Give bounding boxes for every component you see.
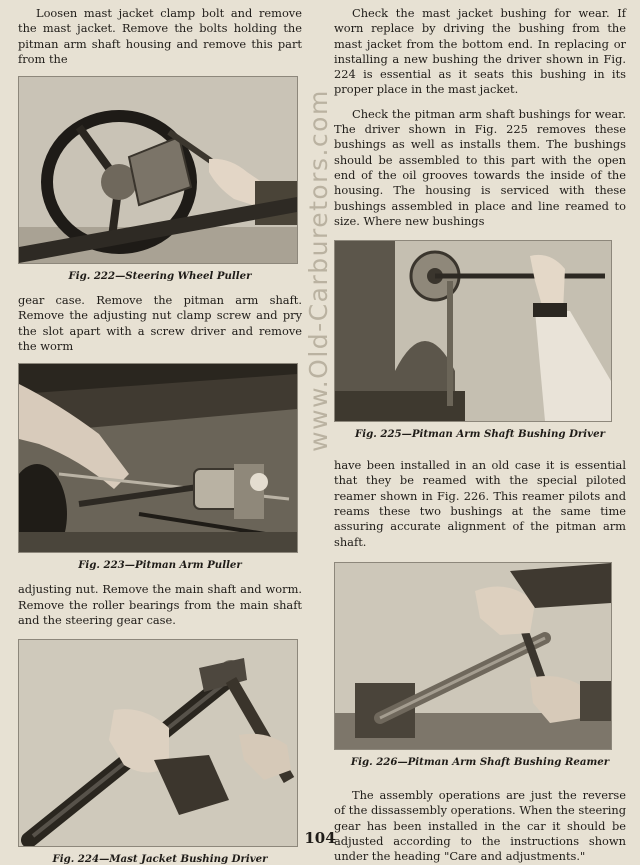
right-paragraph-2: Check the pitman arm shaft bushings for wear. The driver shown in Fig. 225 removes these bushings as well as installs them. The bushings should be assembled to this part with the open end of the oil grooves towards the inside of the housing. The housing is serviced with these bushings assembled in place and line reamed to size. Where new bushings (334, 106, 626, 228)
fig-226-caption: Fig. 226—Pitman Arm Shaft Bushing Reamer (350, 755, 610, 768)
watermark (298, 20, 338, 520)
fig-224-caption: Fig. 224—Mast Jacket Bushing Driver (52, 853, 268, 865)
page-number: 104 (304, 829, 336, 847)
left-column (18, 6, 302, 865)
right-column (334, 6, 626, 864)
right-paragraph-1: Check the mast jacket bushing for wear. If worn replace by driving the bushing from the mast jacket from the bottom end. In replacing or installing a new bushing the driver shown in Fig. 224 is essential as it seats this bushing in its proper place in the mast jacket. (334, 6, 626, 97)
right-paragraph-3: have been installed in an old case it is essential that they be reamed with the special piloted reamer shown in Fig. 226. This reamer pilots and reams these two bushings at the same time assuring accurate alignment of the pitman arm shaft. (334, 458, 626, 549)
fig-222-caption: Fig. 222—Steering Wheel Puller (68, 270, 252, 283)
fig-224-photo (18, 639, 298, 847)
fig-225-caption: Fig. 225—Pitman Arm Shaft Bushing Driver (355, 428, 605, 441)
fig-226-photo (334, 562, 612, 750)
fig-223-photo (18, 363, 298, 553)
left-paragraph-1: Loosen mast jacket clamp bolt and remove the mast jacket. Remove the bolts holding the pitman arm shaft housing and remove this part from the (18, 6, 302, 66)
right-paragraph-4: The assembly operations are just the reverse of the dissassembly operations. When the steering gear has been installed in the car it should be adjusted according to the instructions shown under the heading "Care and adjustments." (334, 787, 626, 864)
watermark-text: www.Old-Carburetors.com (303, 88, 333, 452)
fig-223-caption: Fig. 223—Pitman Arm Puller (78, 559, 242, 572)
fig-222-photo (18, 76, 298, 264)
left-paragraph-2: gear case. Remove the pitman arm shaft. Remove the adjusting nut clamp screw and pry the slot apart with a screw driver and remove the worm (18, 293, 302, 354)
fig-225-photo (334, 240, 612, 422)
left-paragraph-3: adjusting nut. Remove the main shaft and worm. Remove the roller bearings from the main shaft and the steering gear case. (18, 582, 302, 627)
